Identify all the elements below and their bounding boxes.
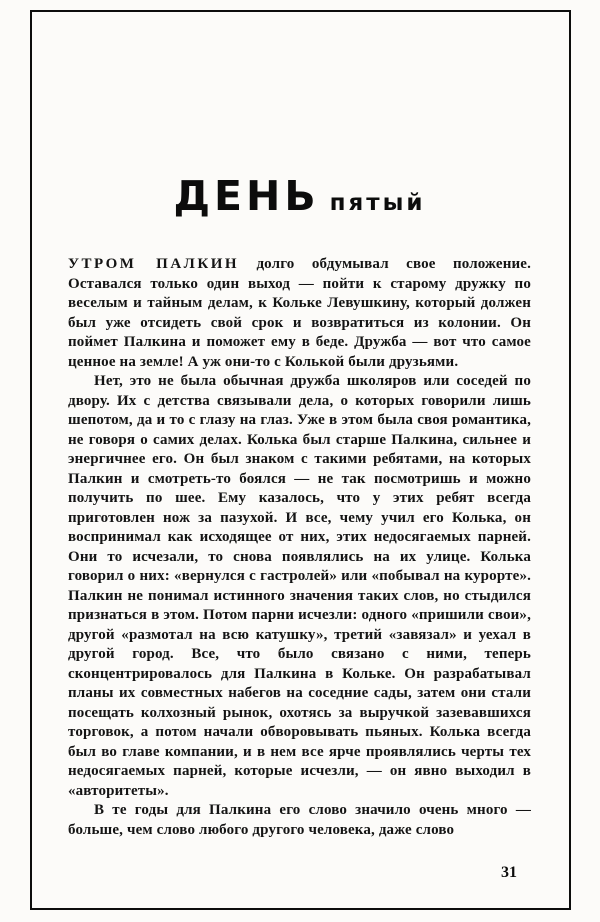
chapter-title-sub: пятый <box>329 190 426 216</box>
paragraph-3: В те годы для Палкина его слово значило очень много — больше, чем слово любого другого человека, даже слово <box>68 802 531 838</box>
paragraph-1-text: долго обдумывал свое положение. Оставался только один выход — пойти к старому дружку по веселым и тайным делам, к Кольке Левушкину, который должен был уже отсидеть свой срок и возвратиться из колонии. Он поймет Палкина и поможет ему в беде. Дружба — вот что самое ценное на земле! А уж они-то с Колькой были друзьями. <box>68 256 531 370</box>
body-text <box>68 255 531 840</box>
page-content <box>68 174 531 882</box>
paragraph-1-lead-caps: УТРОМ ПАЛКИН <box>68 256 240 272</box>
paragraph-1 <box>68 255 531 372</box>
chapter-title-main: ДЕНЬ <box>173 172 320 220</box>
page-border-frame <box>30 10 571 910</box>
page-number: 31 <box>501 864 517 881</box>
chapter-title <box>68 174 531 225</box>
paragraph-2: Нет, это не была обычная дружба школяров или соседей по двору. Их с детства связывали дела, о которых говорили лишь шепотом, да и то с глазу на глаз. Уже в этом была своя романтика, не говоря о самих делах. Колька был старше Палкина, сильнее и энергичнее его. Он был знаком с такими ребятами, на которых Палкин и смотреть-то боялся — не так посмотришь и можно получить по шее. Ему казалось, что у этих ребят всегда приготовлен нож за пазухой. И все, чему учил его Колька, он воспринимал как исходящее от них, этих недосягаемых парней. Они то исчезали, то снова появлялись на их улице. Колька говорил о них: «вернулся с гастролей» или «побывал на курорте». Палкин не понимал истинного значения таких слов, но стыдился признаться в этом. Потом парни исчезли: одного «пришили свои», другой «размотал на всю катушку», третий «завязал» и уехал в другой город. Все, что было связано с ними, теперь сконцентрировалось для Палкина в Кольке. Он разрабатывал планы их совместных набегов на соседние сады, затем они стали посещать колхозный рынок, охотясь за выручкой зазевавшихся торговок, а потом начали обворовывать пьяных. Колька всегда был во главе компании, и в нем все ярче проявлялись черты тех недосягаемых парней, которые исчезли, — он явно выходил в «авторитеты». <box>68 373 531 799</box>
